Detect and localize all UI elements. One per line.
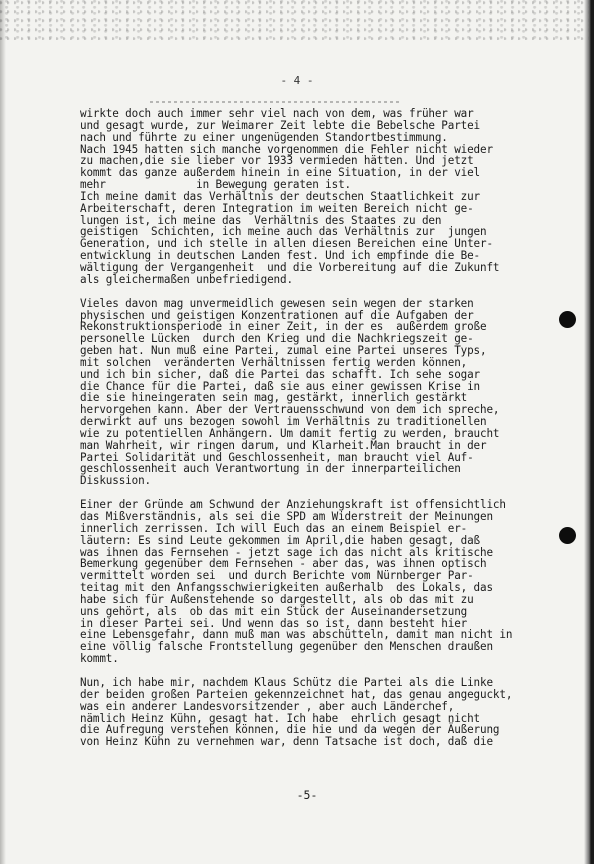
text-line: der beiden großen Parteien gekennzeichnet hat, das genau angeguckt, [80,687,513,701]
text-line: habe sich für Außenstehende so dargestellt, als ob das mit zu [80,592,474,606]
scan-edge-left [0,0,6,864]
text-line: Arbeiterschaft, deren Integration im weiten Bereich nicht ge- [80,201,474,215]
text-line: wirkte doch auch immer sehr viel nach von dem, was früher war [80,107,474,120]
scan-edge-right [584,0,594,864]
text-line: wältigung der Vergangenheit und die Vorbereitung auf die Zukunft [80,260,500,274]
text-line: uns gehört, als ob das mit ein Stück der Auseinandersetzung [80,604,468,618]
bleed-through-line [150,101,400,103]
text-line: Generation, und ich stelle in allen diesen Bereichen eine Unter- [80,237,493,251]
text-line: zu machen,die sie lieber vor 1933 vermieden hätten. Und jetzt [80,154,474,168]
text-line: Partei Solidarität und Geschlossenheit, man braucht viel Auf- [80,450,474,464]
text-line: Bemerkung gegenüber dem Fernsehen - aber das, was ihnen optisch [80,557,487,571]
page-number-bottom: -5- [296,788,318,802]
page-number-top: - 4 - [280,74,314,87]
text-line: wie zu potentiellen Anhängern. Um damit fertig zu werden, braucht [80,426,500,440]
text-line: Diskussion. [80,474,151,488]
paragraph [80,677,565,748]
paragraph [80,108,565,286]
text-line: derwirkt auf uns bezogen sowohl im Verhältnis zu traditionellen [80,415,487,429]
text-line: was ihnen das Fernsehen - jetzt sage ich das nicht als kritische [80,545,493,559]
text-line: und gesagt wurde, zur Weimarer Zeit lebte die Bebelsche Partei [80,118,481,132]
text-line: Nun, ich habe mir, nachdem Klaus Schütz die Partei als die Linke [80,675,493,689]
text-line: das Mißverständnis, als sei die SPD am Widerstreit der Meinungen [80,510,493,523]
punch-hole [559,527,576,544]
text-line: vermittelt worden sei und durch Berichte vom Nürnberger Par- [80,569,474,583]
text-line: läutern: Es sind Leute gekommen im April,die haben gesagt, daß [80,533,481,547]
punch-hole [559,311,576,328]
text-line: Einer der Gründe am Schwund der Anziehungskraft ist offensichtlich [80,498,506,512]
text-line: die Chance für die Partei, daß sie aus einer gewissen Krise in [80,379,481,393]
text-line: eine Lebensgefahr, dann muß man was abschütteln, damit man nicht in [80,628,513,642]
text-line: von Heinz Kühn zu vernehmen war, denn Tatsache ist doch, daß die [80,735,493,749]
text-line: lungen ist, ich meine das Verhältnis des Staates zu den [80,213,442,227]
text-line: innerlich zerrissen. Ich will Euch das an einem Beispiel er- [80,521,468,535]
text-line: kommt. [80,652,119,666]
text-line: nämlich Heinz Kühn, gesagt hat. Ich habe ehrlich gesagt nicht [80,711,481,725]
scan-noise [0,0,594,40]
text-line: Nach 1945 hatten sich manche vorgenommen die Fehler nicht wieder [80,142,493,156]
text-line: mehr in Bewegung geraten ist. [80,178,351,192]
text-line: Rekonstruktionsperiode in einer Zeit, in der es außerdem große [80,320,487,334]
text-line: als gleichermaßen unbefriedigend. [80,272,293,286]
text-line: in dieser Partei sei. Und wenn das so ist, dann besteht hier [80,616,468,630]
text-line: die Aufregung verstehen können, die hie und da wegen der Äußerung [80,723,500,737]
text-line: eine völlig falsche Frontstellung gegenüber den Menschen draußen [80,640,493,654]
text-line: geschlossenheit auch Verantwortung in der innerparteilichen [80,462,461,476]
paragraph [80,499,565,665]
text-line: was ein anderer Landesvorsitzender , aber auch Länderchef, [80,699,455,713]
text-line: geben hat. Nun muß eine Partei, zumal eine Partei unseres Typs, [80,344,487,358]
text-line: und ich bin sicher, daß die Partei das schafft. Ich sehe sogar [80,367,481,381]
text-line: Vieles davon mag unvermeidlich gewesen sein wegen der starken [80,296,474,310]
text-line: mit solchen veränderten Verhältnissen fertig werden können, [80,355,468,369]
text-line: geistigen Schichten, ich meine auch das Verhältnis zur jungen [80,225,487,239]
text-line: teitag mit den Anfangsschwierigkeiten außerhalb des Lokals, das [80,581,493,595]
paragraph [80,298,565,488]
text-line: personelle Lücken durch den Krieg und die Nachkriegszeit ge- [80,332,474,346]
document-body [80,108,565,748]
text-line: physischen und geistigen Konzentrationen auf die Aufgaben der [80,308,474,322]
text-line: nach und führte zu einer ungenügenden Standortbestimmung. [80,130,448,144]
text-line: Ich meine damit das Verhältnis der deutschen Staatlichkeit zur [80,189,481,203]
text-line: entwicklung in deutschen Landen fest. Und ich empfinde die Be- [80,249,481,263]
text-line: die sie hineingeraten sein mag, gestärkt, innerlich gestärkt [80,391,468,405]
text-line: man Wahrheit, wir ringen darum, und Klarheit.Man braucht in der [80,438,487,452]
text-line: kommt das ganze außerdem hinein in eine Situation, in der viel [80,166,481,180]
text-line: hervorgehen kann. Aber der Vertrauensschwund von dem ich spreche, [80,403,500,417]
